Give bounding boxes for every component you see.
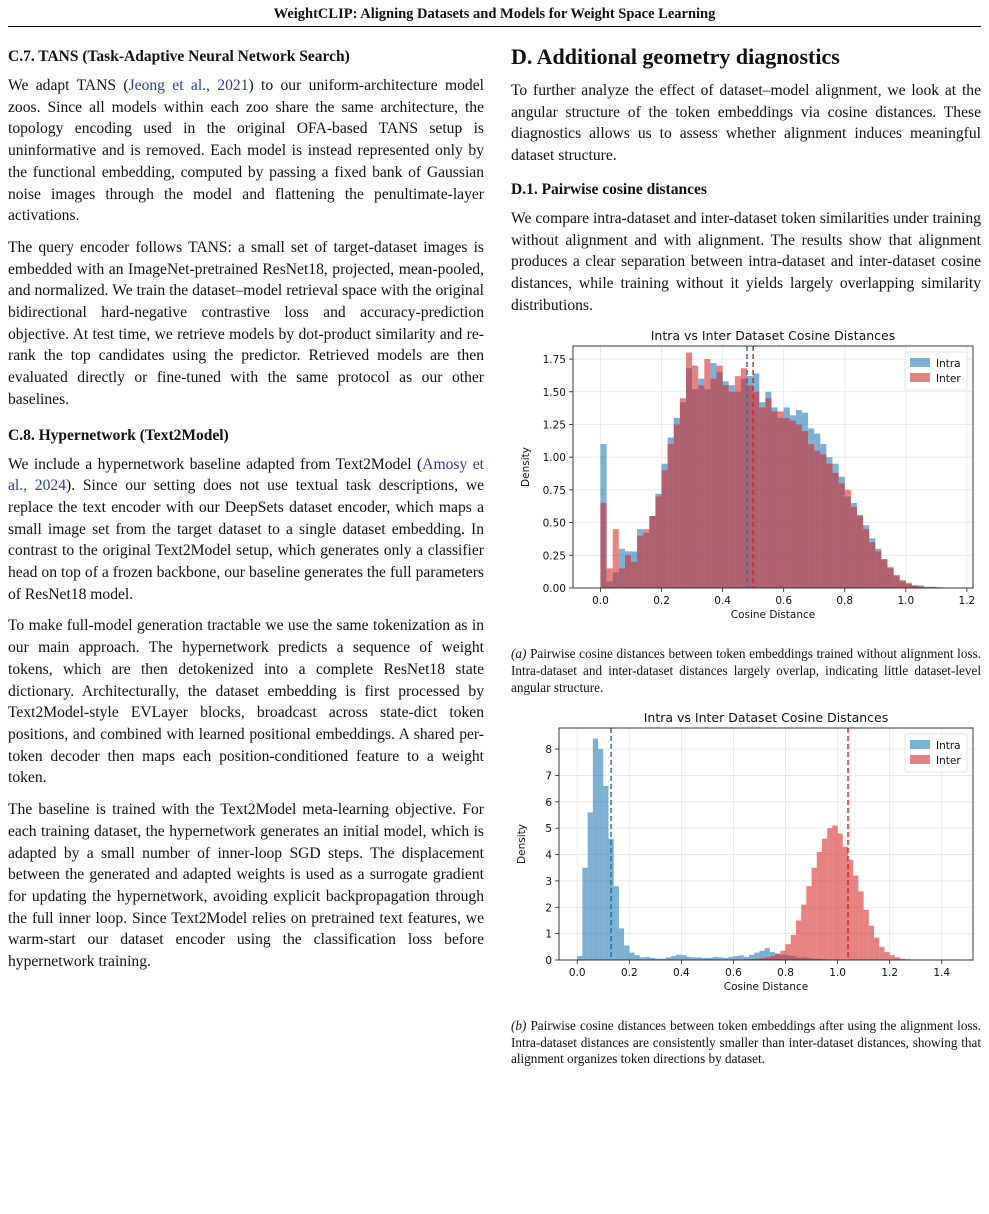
histogram-bar-inter — [655, 497, 661, 589]
histogram-bar-inter — [817, 852, 822, 960]
histogram-bar-intra — [687, 957, 692, 960]
paragraph-hyper-1: We include a hypernetwork baseline adapted from Text2Model (Amosy et al., 2024). Since our setting does not use textual task descriptions, we replace the text encoder with our DeepSets dataset encoder, which maps a small image set from the target dataset to a single dataset embedding. In contrast to the original Text2Model setup, which generates only a classifier head on top of a frozen backbone, our baseline generates the full parameters of ResNet18 model. — [8, 455, 484, 603]
histogram-bar-inter — [853, 876, 858, 960]
x-tick-label: 0.2 — [653, 595, 670, 608]
histogram-chart-b — [511, 708, 981, 1008]
y-tick-label: 1 — [545, 928, 552, 941]
histogram-bar-inter — [906, 583, 912, 588]
y-tick-label: 0.00 — [542, 583, 566, 596]
y-tick-label: 2 — [545, 902, 552, 915]
histogram-bar-inter — [864, 910, 869, 960]
histogram-bar-inter — [826, 464, 832, 588]
histogram-bar-intra — [671, 956, 676, 960]
section-heading-tans: C.7. TANS (Task-Adaptive Neural Network Search) — [8, 48, 350, 65]
legend-swatch-inter — [910, 373, 930, 382]
histogram-bar-inter — [884, 952, 889, 960]
histogram-bar-intra — [582, 868, 587, 960]
y-tick-label: 0.75 — [542, 485, 566, 498]
histogram-bar-inter — [619, 569, 625, 589]
histogram-bar-inter — [801, 905, 806, 960]
x-tick-label: 1.4 — [933, 967, 951, 980]
histogram-bar-inter — [790, 421, 796, 588]
histogram-bar-inter — [786, 944, 791, 960]
y-tick-label: 1.75 — [542, 354, 566, 367]
histogram-bar-inter — [808, 444, 814, 588]
histogram-bar-inter — [607, 569, 613, 589]
histogram-bar-inter — [710, 379, 716, 588]
histogram-bar-inter — [704, 359, 710, 588]
caption-a: (a) Pairwise cosine distances between token embeddings trained without alignment loss. Intra-dataset and inter-dataset distances largely overlap, indicating little dataset-level angular structure. — [511, 646, 981, 695]
histogram-bar-inter — [741, 369, 747, 589]
histogram-bar-intra — [713, 957, 718, 960]
y-tick-label: 1.00 — [542, 452, 566, 465]
histogram-bar-intra — [598, 749, 603, 960]
figure-b — [511, 708, 981, 1008]
histogram-bar-inter — [848, 860, 853, 960]
histogram-bar-inter — [791, 935, 796, 960]
paragraph-tans-1: We adapt TANS (Jeong et al., 2021) to our uniform-architecture model zoos. Since all models within each zoo share the same architecture, the topology encoding used in the original OFA-based TANS setup is uninformative and is removed. Each model is instead represented only by the functional embedding, computed by passing a fixed bank of Gaussian noise images through the model and flattening the penultimate-layer activations. — [8, 77, 484, 225]
histogram-bar-inter — [888, 567, 894, 588]
caption-b: (b) Pairwise cosine distances between token embeddings after using the alignment loss. Intra-dataset distances are consistently smaller than inter-dataset distances, showing that alignment organizes token directions by dataset. — [511, 1018, 981, 1067]
x-tick-label: 0.6 — [725, 967, 742, 980]
histogram-bar-inter — [900, 580, 906, 588]
histogram-bar-inter — [637, 536, 643, 588]
histogram-bar-inter — [806, 886, 811, 960]
histogram-bar-inter — [613, 529, 619, 588]
y-tick-label: 0 — [545, 955, 552, 968]
x-tick-label: 0.6 — [775, 595, 793, 608]
histogram-bar-intra — [676, 955, 681, 960]
legend-label-intra: Intra — [936, 740, 961, 753]
citation-link[interactable]: Jeong et al., 2021 — [128, 77, 249, 94]
y-tick-label: 5 — [545, 823, 552, 836]
histogram-bar-inter — [753, 392, 759, 588]
histogram-bar-inter — [843, 847, 848, 960]
histogram-bar-inter — [822, 839, 827, 960]
histogram-bar-inter — [771, 412, 777, 589]
histogram-bar-inter — [723, 386, 729, 589]
histogram-bar-inter — [717, 366, 723, 588]
histogram-bar-inter — [838, 834, 843, 961]
y-axis-label: Density — [520, 447, 532, 488]
x-tick-label: 1.0 — [829, 967, 846, 980]
histogram-bar-intra — [681, 955, 686, 960]
histogram-bar-inter — [625, 556, 631, 589]
x-tick-label: 0.8 — [777, 967, 794, 980]
chart-title: Intra vs Inter Dataset Cosine Distances — [643, 710, 889, 726]
legend-swatch-intra — [910, 358, 930, 367]
histogram-bar-inter — [858, 892, 863, 961]
x-tick-label: 1.0 — [897, 595, 915, 608]
x-axis-label: Cosine Distance — [723, 981, 809, 994]
histogram-bar-intra — [619, 928, 624, 960]
paragraph-geometry-intro: To further analyze the effect of dataset–model alignment, we look at the angular structure of the token embeddings via cosine distances. These diagnostics allows us to assess whether alignment induces meaningful dataset structure. — [511, 82, 981, 165]
legend-swatch-inter — [910, 755, 930, 764]
y-tick-label: 7 — [545, 770, 552, 783]
histogram-bar-intra — [577, 956, 582, 960]
histogram-bar-intra — [593, 739, 598, 960]
histogram-bar-inter — [729, 392, 735, 588]
y-tick-label: 6 — [545, 796, 552, 809]
x-tick-label: 0.0 — [568, 967, 586, 980]
y-axis-label: Density — [516, 824, 528, 865]
right-column — [511, 40, 981, 1080]
x-tick-label: 0.4 — [673, 967, 690, 980]
histogram-bar-inter — [881, 560, 887, 589]
x-tick-label: 0.4 — [714, 595, 731, 608]
paragraph-hyper-3: The baseline is trained with the Text2Model meta-learning objective. For each training dataset, the hypernetwork generates an initial model, which is adapted by a small number of inner-loop SGD steps. The displacement between the generated and adapted weights is used as a surrogate gradient for updating the hypernetwork, avoiding explicit backpropagation through the full inner loop. Since Text2Model relies on pretrained text features, we warm-start our dataset encoder using the classification loss before hypernetwork training. — [8, 801, 484, 971]
chart-title: Intra vs Inter Dataset Cosine Distances — [650, 328, 896, 344]
y-tick-label: 1.25 — [542, 419, 566, 432]
histogram-bar-inter — [698, 386, 704, 589]
histogram-bar-inter — [784, 418, 790, 588]
histogram-bar-inter — [827, 828, 832, 960]
x-tick-label: 0.2 — [620, 967, 638, 980]
y-tick-label: 8 — [545, 744, 552, 757]
paragraph-hyper-2: To make full-model generation tractable we use the same tokenization as in our main approach. The hypernetwork predicts a sequence of weight tokens, which are then detokenized into a complete ResNet18 state dictionary. Architecturally, the dataset embedding is first processed by Text2Model-style EVLayer blocks, broadcast across state-dict token positions, and combined with learned positional embeddings. A shared per-token decoder then maps each position-conditioned feature to a weight token. — [8, 617, 484, 787]
header-rule — [8, 26, 981, 27]
histogram-bar-intra — [635, 955, 640, 960]
histogram-bar-inter — [735, 376, 741, 588]
histogram-bar-inter — [851, 507, 857, 588]
histogram-bar-intra — [629, 953, 634, 960]
histogram-bar-inter — [890, 955, 895, 960]
y-tick-label: 3 — [545, 876, 552, 889]
legend-label-inter: Inter — [936, 755, 961, 768]
histogram-bar-inter — [770, 956, 775, 960]
histogram-bar-inter — [857, 516, 863, 588]
histogram-bar-inter — [879, 947, 884, 960]
histogram-bar-inter — [845, 490, 851, 588]
histogram-bar-inter — [747, 386, 753, 589]
histogram-bar-inter — [820, 455, 826, 588]
histogram-bar-intra — [645, 957, 650, 960]
histogram-bar-intra — [614, 886, 619, 960]
x-tick-label: 1.2 — [881, 967, 899, 980]
y-tick-label: 0.50 — [542, 517, 566, 530]
histogram-bar-inter — [643, 529, 649, 588]
histogram-bar-intra — [624, 946, 629, 961]
histogram-bar-inter — [869, 543, 875, 589]
x-tick-label: 1.2 — [958, 595, 976, 608]
histogram-bar-inter — [894, 575, 900, 588]
histogram-bar-intra — [733, 956, 738, 960]
histogram-bar-inter — [796, 921, 801, 961]
histogram-bar-inter — [778, 412, 784, 589]
paragraph-cosine-body: We compare intra-dataset and inter-dataset token similarities under training without alignment and with alignment. The results show that alignment produces a clear separation between intra-dataset and inter-dataset cosine distances, while training without it yields largely overlapping similarity distributions. — [511, 209, 981, 314]
histogram-bar-inter — [680, 399, 686, 589]
x-tick-label: 0.8 — [836, 595, 854, 608]
histogram-bar-inter — [875, 552, 881, 589]
x-axis-label: Cosine Distance — [730, 609, 816, 622]
x-tick-label: 0.0 — [592, 595, 609, 608]
histogram-bar-inter — [686, 353, 692, 588]
histogram-bar-inter — [780, 951, 785, 960]
histogram-bar-inter — [863, 529, 869, 588]
histogram-bar-inter — [796, 425, 802, 589]
histogram-bar-inter — [668, 444, 674, 588]
histogram-bar-intra — [728, 957, 733, 960]
histogram-bar-inter — [674, 425, 680, 589]
histogram-bar-inter — [600, 503, 606, 588]
legend-swatch-intra — [910, 740, 930, 749]
left-column — [8, 40, 484, 983]
histogram-bar-inter — [692, 366, 698, 588]
figure-a — [511, 326, 981, 636]
y-tick-label: 0.25 — [542, 550, 566, 563]
citation-link[interactable]: Amosy et al., 2024 — [8, 455, 484, 495]
legend-label-intra: Intra — [936, 358, 961, 371]
histogram-bar-inter — [874, 938, 879, 960]
histogram-bar-inter — [631, 562, 637, 588]
running-head: WeightCLIP: Aligning Datasets and Models for Weight Space Learning — [273, 6, 716, 22]
histogram-bar-inter — [869, 926, 874, 960]
histogram-bar-inter — [649, 516, 655, 588]
histogram-bar-inter — [812, 868, 817, 960]
histogram-bar-intra — [739, 955, 744, 960]
histogram-bar-intra — [588, 812, 593, 960]
section-heading-geometry: D. Additional geometry diagnostics — [511, 44, 840, 69]
histogram-bar-inter — [765, 399, 771, 589]
legend-label-inter: Inter — [936, 373, 961, 386]
histogram-bar-intra — [603, 786, 608, 960]
histogram-bar-inter — [802, 431, 808, 588]
histogram-bar-inter — [832, 826, 837, 960]
histogram-bar-inter — [833, 473, 839, 588]
histogram-bar-inter — [662, 471, 668, 589]
y-tick-label: 1.50 — [542, 387, 566, 400]
y-tick-label: 4 — [545, 849, 552, 862]
histogram-chart-a — [511, 326, 981, 636]
histogram-bar-inter — [775, 954, 780, 960]
histogram-bar-inter — [759, 408, 765, 589]
histogram-bar-inter — [839, 484, 845, 589]
section-heading-hypernetwork: C.8. Hypernetwork (Text2Model) — [8, 426, 229, 444]
paragraph-tans-2: The query encoder follows TANS: a small set of target-dataset images is embedded with an ImageNet-pretrained ResNet18, projected, mean-pooled, and normalized. We train the dataset–model retrieval space with the original bidirectional hard-negative contrastive loss and accuracy-prediction objective. At test time, we retrieve models by dot-product similarity and re-rank the top candidates using the predictor. Retrieved models are then evaluated directly or fine-tuned with the same protocol as our other baselines. — [8, 238, 484, 408]
subsection-heading-cosine: D.1. Pairwise cosine distances — [511, 180, 707, 198]
histogram-bar-inter — [814, 451, 820, 588]
